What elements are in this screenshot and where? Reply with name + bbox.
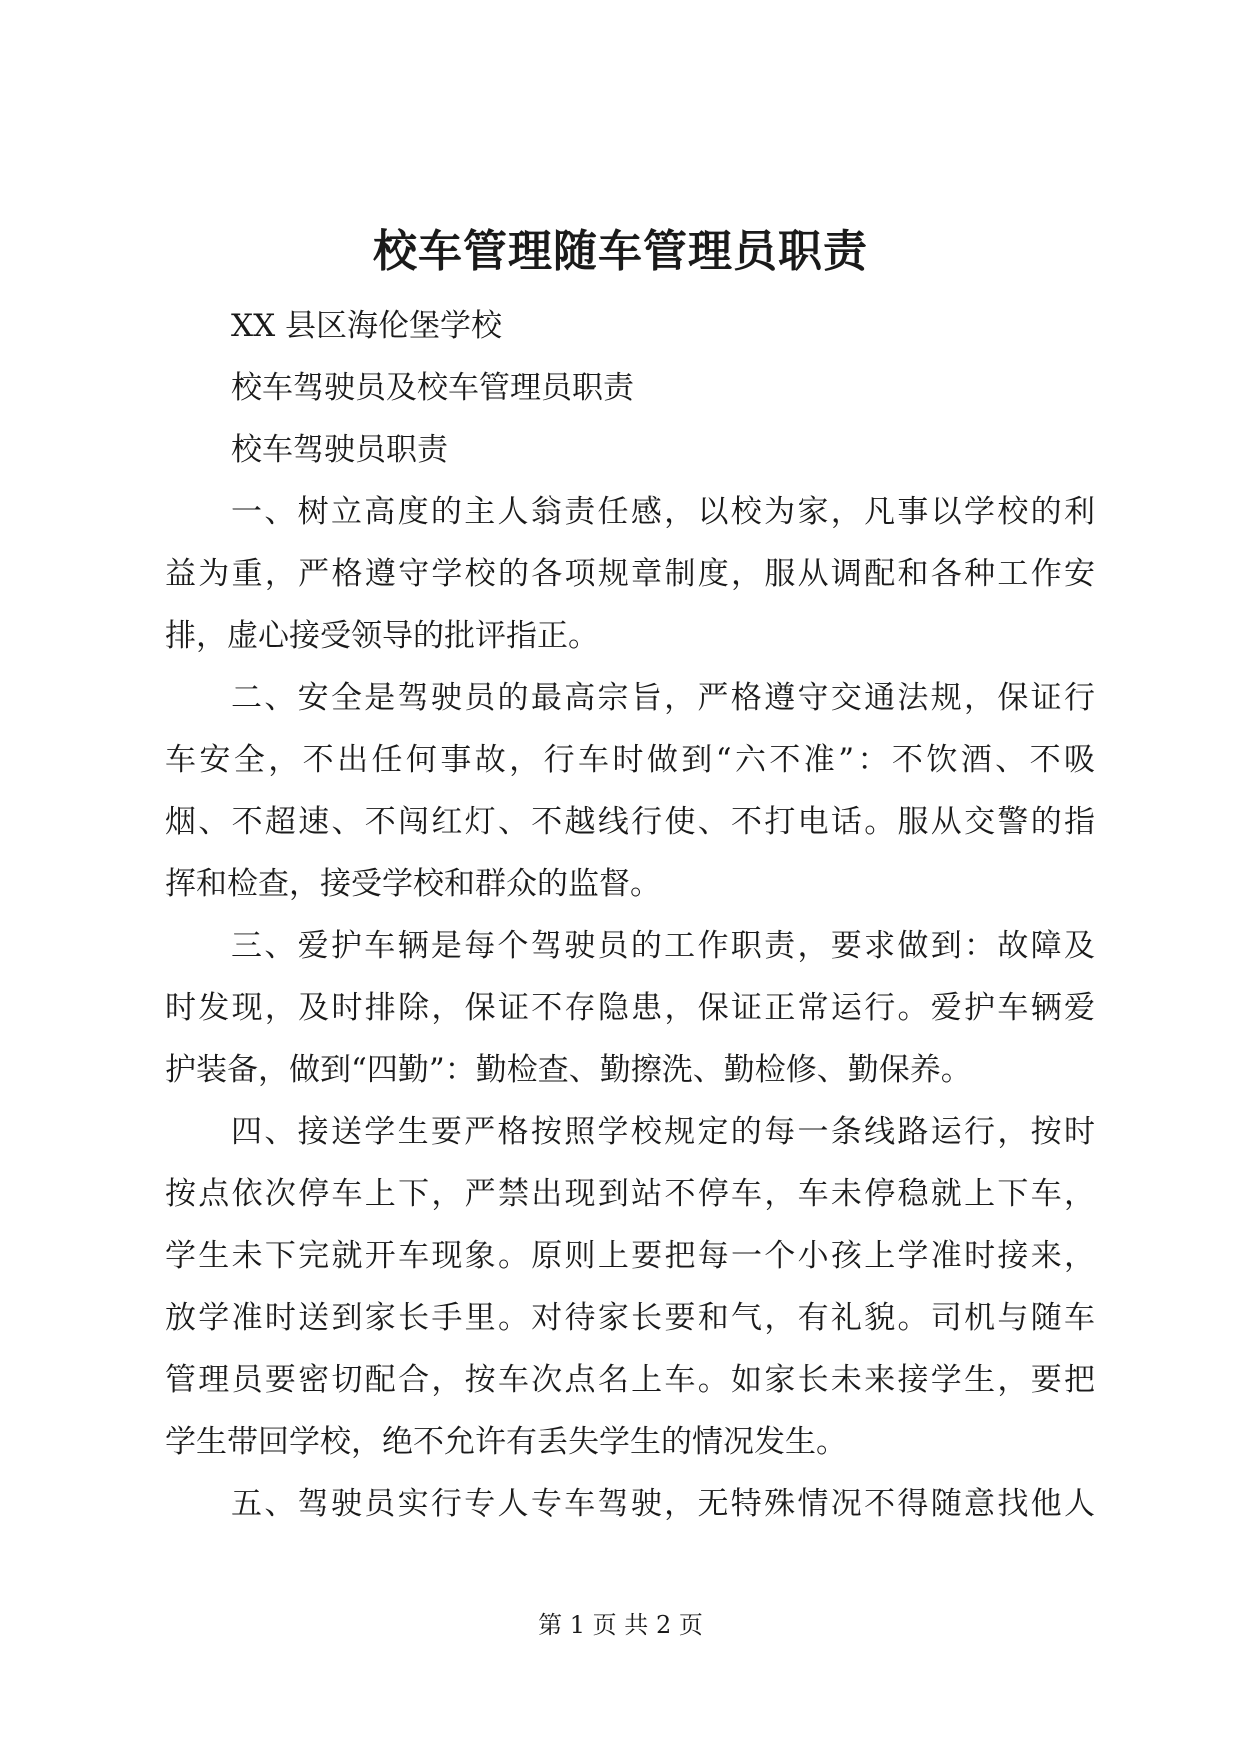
paragraph-line: 车安全，不出任何事故，行车时做到“六不准”：不饮酒、不吸: [165, 742, 1095, 778]
paragraph-line: 三、爱护车辆是每个驾驶员的工作职责，要求做到：故障及: [231, 928, 1095, 964]
subsection-heading-line: 校车驾驶员职责: [231, 432, 448, 468]
paragraph-line: 烟、不超速、不闯红灯、不越线行使、不打电话。服从交警的指: [165, 804, 1095, 840]
section-heading-line: 校车驾驶员及校车管理员职责: [231, 370, 634, 406]
paragraph-line: 学生未下完就开车现象。原则上要把每一个小孩上学准时接来，: [165, 1238, 1095, 1274]
paragraph-line: 四、接送学生要严格按照学校规定的每一条线路运行，按时: [231, 1114, 1095, 1150]
paragraph-line: 挥和检查，接受学校和群众的监督。: [165, 866, 661, 902]
page-footer: 第 1 页 共 2 页: [538, 1611, 703, 1639]
paragraph-line: 按点依次停车上下，严禁出现到站不停车，车未停稳就上下车，: [165, 1176, 1095, 1212]
document-title: 校车管理随车管理员职责: [373, 226, 868, 277]
paragraph-line: 时发现，及时排除，保证不存隐患，保证正常运行。爱护车辆爱: [165, 990, 1095, 1026]
paragraph-line: 五、驾驶员实行专人专车驾驶，无特殊情况不得随意找他人: [231, 1486, 1095, 1522]
paragraph-line: 管理员要密切配合，按车次点名上车。如家长未来接学生，要把: [165, 1362, 1095, 1398]
paragraph-line: 益为重，严格遵守学校的各项规章制度，服从调配和各种工作安: [165, 556, 1095, 592]
paragraph-line: 放学准时送到家长手里。对待家长要和气，有礼貌。司机与随车: [165, 1300, 1095, 1336]
paragraph-line: 护装备，做到“四勤”：勤检查、勤擦洗、勤检修、勤保养。: [165, 1052, 972, 1088]
paragraph-line: 学生带回学校，绝不允许有丢失学生的情况发生。: [165, 1424, 847, 1460]
paragraph-line: 排，虚心接受领导的批评指正。: [165, 618, 599, 654]
paragraph-line: 二、安全是驾驶员的最高宗旨，严格遵守交通法规，保证行: [231, 680, 1095, 716]
paragraph-line: 一、树立高度的主人翁责任感，以校为家，凡事以学校的利: [231, 494, 1095, 530]
document-body: [165, 295, 1095, 1535]
school-name-line: XX 县区海伦堡学校: [231, 308, 502, 344]
